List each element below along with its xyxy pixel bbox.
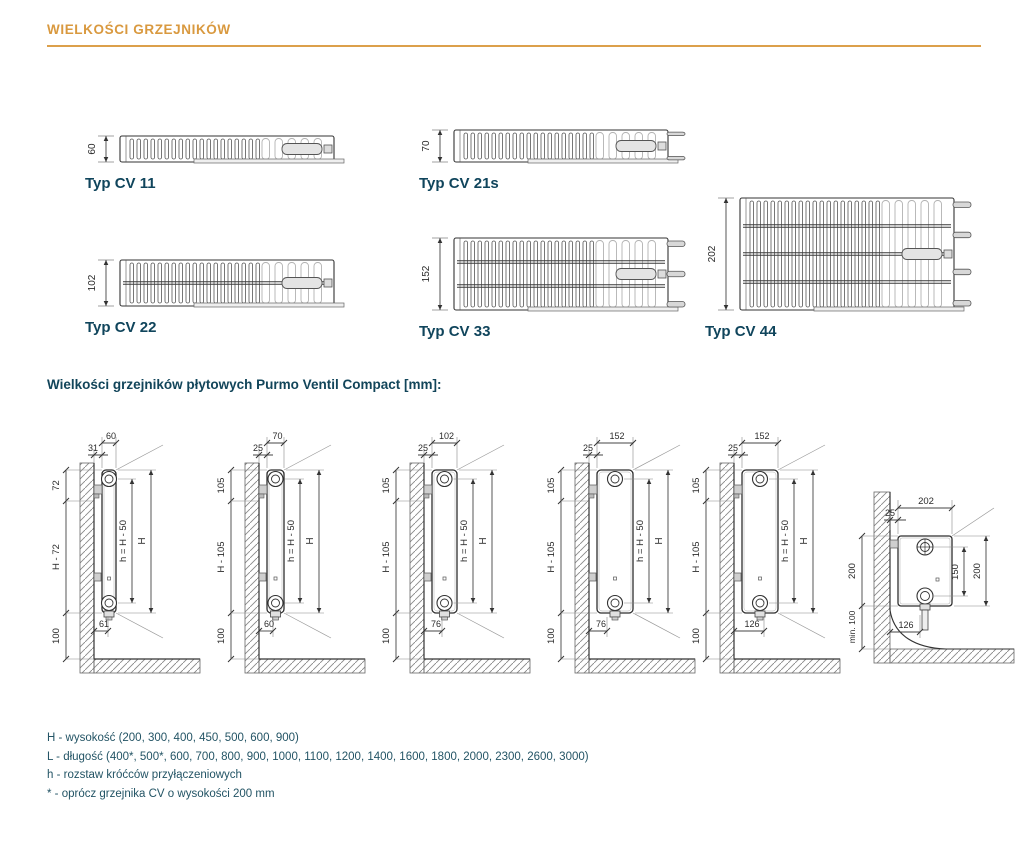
radiator-top-view-cv44: [704, 194, 992, 314]
wall-bracket: [589, 485, 597, 494]
dim-depth: 152: [754, 431, 770, 441]
topview-cv44: [704, 194, 992, 340]
dim-arrow: [792, 479, 797, 484]
valve-plug-inner: [441, 599, 449, 607]
base-plate: [528, 159, 678, 163]
dim-arrow: [438, 130, 443, 135]
dim-arrow: [149, 470, 154, 475]
valve-bottom: [104, 611, 114, 617]
wall-bracket-hook: [424, 494, 429, 498]
type-label-cv22: Typ CV 22: [85, 319, 157, 336]
dim-wall-offset: 25: [884, 508, 896, 518]
legend-line-length: L - długość (400*, 500*, 600, 700, 800, 900, 1000, 1100, 1200, 1400, 1600, 1800, 2000, 2300, 2600, 3000): [47, 750, 589, 763]
valve-bottom: [440, 611, 450, 617]
pipe-stub: [667, 241, 685, 247]
dim-arrow: [104, 157, 109, 162]
dim-arrow: [490, 608, 495, 613]
radiator-top-view-cv22: [84, 256, 354, 310]
dim-middle: H - 105: [691, 541, 702, 573]
topview-cv21s: [418, 126, 688, 192]
dim-arrow: [490, 470, 495, 475]
side-view-cv33: [545, 425, 710, 690]
dim-pipe-centers: h = H - 50: [118, 520, 129, 562]
valve-body: [282, 278, 322, 289]
dim-pipe-centers: h = H - 50: [635, 520, 646, 562]
valve-connector: [324, 279, 332, 287]
dim-line: [633, 445, 680, 470]
pipe-stub: [953, 202, 971, 208]
wall-bracket: [259, 485, 267, 494]
floor-hatch: [259, 659, 365, 673]
dim-line: [778, 613, 825, 638]
dim-arrow: [471, 479, 476, 484]
wall-bracket-lower: [259, 573, 266, 581]
dim-top: 72: [51, 480, 62, 491]
wall-hatch: [410, 463, 424, 673]
type-label-cv21s: Typ CV 21s: [419, 175, 499, 192]
dim-arrow: [317, 470, 322, 475]
radiator-panel: [742, 470, 778, 613]
dim-arrow: [962, 591, 967, 596]
dim-connection-offset: 61: [98, 619, 110, 629]
base-plate: [194, 159, 344, 163]
dim-arrow: [984, 536, 989, 541]
vent-plug-inner: [611, 475, 619, 483]
dim-arrow: [317, 608, 322, 613]
dim-depth: 60: [105, 431, 117, 441]
dim-arrow: [130, 598, 135, 603]
radiator-top-view-cv21s: [418, 126, 688, 166]
wall-hatch: [80, 463, 94, 673]
valve-bottom: [755, 611, 765, 617]
valve-connector: [658, 142, 666, 150]
pipe-stub: [667, 132, 685, 136]
valve-bottom: [920, 604, 930, 610]
dim-bottom: 100: [51, 628, 62, 644]
pipe-stub: [667, 301, 685, 307]
valve-connector: [324, 145, 332, 153]
valve-bottom: [610, 611, 620, 617]
corner-mounting-view: [846, 470, 1026, 700]
valve-bottom: [271, 611, 281, 617]
dim-connection-offset: 76: [430, 619, 442, 629]
vent-plug-inner: [105, 475, 113, 483]
wall-hatch: [575, 463, 589, 673]
dim-pipe-centers: h = H - 50: [780, 520, 791, 562]
dim-height: H: [305, 537, 316, 545]
wall-bracket-lower: [94, 573, 101, 581]
dim-arrow: [104, 136, 109, 141]
depth-dimension-text: 102: [87, 274, 98, 292]
legend-line-footnote: * - oprócz grzejnika CV o wysokości 200 mm: [47, 787, 275, 800]
floor-hatch: [890, 649, 1014, 663]
valve-plug-inner: [611, 599, 619, 607]
base-plate: [528, 307, 678, 311]
wall-bracket: [94, 485, 102, 494]
dim-connection-offset: 76: [595, 619, 607, 629]
dim-middle: H - 72: [51, 544, 62, 570]
connection-pipe: [922, 610, 928, 630]
dim-top: 105: [216, 477, 227, 494]
wall-bracket-hook: [259, 494, 264, 498]
dim-arrow: [104, 260, 109, 265]
topview-cv22: [84, 256, 354, 336]
vent-plug-inner: [756, 475, 764, 483]
dim-arrow: [438, 305, 443, 310]
pipe-stub: [953, 301, 971, 307]
dim-arrow: [811, 608, 816, 613]
dim-wall-offset: 25: [252, 443, 264, 453]
type-label-cv11: Typ CV 11: [85, 175, 156, 192]
dim-arrow: [104, 301, 109, 306]
dim-depth: 202: [918, 496, 934, 507]
wall-bracket-lower: [589, 573, 596, 581]
dim-arrow: [438, 157, 443, 162]
wall-bracket: [890, 540, 898, 548]
dim-line: [116, 445, 163, 470]
dim-line: [457, 613, 504, 638]
dim-height: 200: [972, 563, 983, 579]
side-view-cv44: [690, 425, 855, 690]
topview-cv11: [84, 132, 354, 192]
side-view-cv22: [380, 425, 545, 690]
dim-arrow: [298, 598, 303, 603]
valve-plug-inner: [921, 592, 930, 601]
topview-cv33: [418, 234, 688, 340]
side-view-cv11: [50, 425, 215, 690]
base-plate: [194, 303, 344, 307]
wall-hatch: [720, 463, 734, 673]
radiator-top-view-cv11: [84, 132, 354, 166]
dim-connection-offset: 126: [744, 619, 760, 629]
radiator-panel: [432, 470, 457, 613]
dim-pipe-centers: 150: [950, 564, 961, 580]
valve-body: [282, 144, 322, 155]
type-label-cv44: Typ CV 44: [705, 323, 777, 340]
dim-depth: 152: [609, 431, 625, 441]
type-label-cv33: Typ CV 33: [419, 323, 491, 340]
depth-dimension-text: 60: [87, 143, 98, 155]
dim-arrow: [811, 470, 816, 475]
valve-nut: [442, 617, 448, 620]
section-heading: Wielkości grzejników płytowych Purmo Ventil Compact [mm]:: [47, 377, 442, 392]
dim-bottom: 100: [381, 628, 392, 644]
wall-bracket-hook: [734, 494, 739, 498]
dim-arrow: [666, 470, 671, 475]
valve-body: [616, 141, 656, 152]
pipe-stub: [667, 271, 685, 277]
dim-min-clearance: min. 100: [847, 610, 857, 644]
floor-hatch: [94, 659, 200, 673]
dim-top: 105: [381, 477, 392, 494]
valve-plug-inner: [756, 599, 764, 607]
dim-arrow: [438, 238, 443, 243]
dim-line: [284, 613, 331, 638]
dim-bottom: 100: [691, 628, 702, 644]
pipe-stub: [667, 156, 685, 160]
pipe-stub: [953, 269, 971, 275]
dim-top: 105: [691, 477, 702, 494]
wall-hatch: [245, 463, 259, 673]
radiator-panel: [597, 470, 633, 613]
vent-plug-inner: [272, 475, 280, 483]
dim-connection-offset: 60: [263, 619, 275, 629]
vent-plug-inner: [441, 475, 449, 483]
dim-arrow: [647, 479, 652, 484]
dim-bottom: 100: [216, 628, 227, 644]
wall-bracket-lower: [424, 573, 431, 581]
valve-connector: [658, 270, 666, 278]
dim-line: [457, 445, 504, 470]
valve-body: [902, 249, 942, 260]
legend: [47, 729, 589, 803]
dim-arrow: [298, 479, 303, 484]
dim-arrow: [792, 598, 797, 603]
dim-panel-height: 200: [847, 563, 858, 579]
floor-hatch: [589, 659, 695, 673]
dim-wall-offset: 25: [582, 443, 594, 453]
dim-arrow: [647, 598, 652, 603]
dim-depth: 102: [438, 431, 455, 441]
dim-arrow: [149, 608, 154, 613]
depth-dimension-text: 70: [421, 140, 432, 152]
valve-body: [616, 269, 656, 280]
dim-arrow: [724, 305, 729, 310]
depth-dimension-text: 152: [421, 265, 432, 283]
dim-middle: H - 105: [216, 541, 227, 573]
legend-line-height: H - wysokość (200, 300, 400, 450, 500, 600, 900): [47, 732, 299, 744]
dim-height: H: [654, 537, 665, 545]
dim-line: [284, 445, 331, 470]
dim-line: [952, 508, 994, 536]
floor-hatch: [424, 659, 530, 673]
dim-middle: H - 105: [381, 541, 392, 573]
valve-connector: [944, 250, 952, 258]
wall-bracket-hook: [589, 494, 594, 498]
dim-wall-offset: 25: [727, 443, 739, 453]
wall-bracket: [734, 485, 742, 494]
side-view-cv21s: [215, 425, 380, 690]
floor-hatch: [734, 659, 840, 673]
dim-connection-offset: 126: [898, 620, 914, 630]
pipe-stub: [953, 232, 971, 238]
dim-height: H: [137, 537, 148, 545]
dim-pipe-centers: h = H - 50: [459, 520, 470, 562]
dim-line: [778, 445, 825, 470]
dim-line: [116, 613, 163, 638]
dim-arrow: [130, 479, 135, 484]
legend-line-spacing: h - rozstaw króćców przyłączeniowych: [47, 769, 242, 781]
dim-depth: 70: [272, 431, 283, 441]
wall-bracket-hook: [94, 494, 99, 498]
dim-height: H: [799, 537, 810, 545]
wall-bracket: [424, 485, 432, 494]
base-plate: [814, 307, 964, 311]
depth-dimension-text: 202: [707, 245, 718, 263]
valve-nut: [612, 617, 618, 620]
valve-plug-inner: [272, 599, 280, 607]
dim-arrow: [962, 547, 967, 552]
radiator-top-view-cv33: [418, 234, 688, 314]
title-rule: [47, 45, 981, 47]
dim-arrow: [984, 601, 989, 606]
dim-middle: H - 105: [546, 541, 557, 573]
radiator-panel: [267, 470, 284, 613]
dim-arrow: [724, 198, 729, 203]
dim-line: [633, 613, 680, 638]
dim-height: H: [478, 537, 489, 545]
dim-wall-offset: 25: [417, 443, 429, 453]
dim-top: 105: [546, 477, 557, 494]
dim-wall-offset: 31: [87, 443, 99, 453]
dim-arrow: [471, 598, 476, 603]
wall-bracket-lower: [734, 573, 741, 581]
dim-pipe-centers: h = H - 50: [286, 520, 297, 562]
dim-bottom: 100: [546, 628, 557, 644]
page-title: WIELKOŚCI GRZEJNIKÓW: [47, 22, 231, 37]
valve-plug-inner: [105, 599, 113, 607]
dim-arrow: [666, 608, 671, 613]
